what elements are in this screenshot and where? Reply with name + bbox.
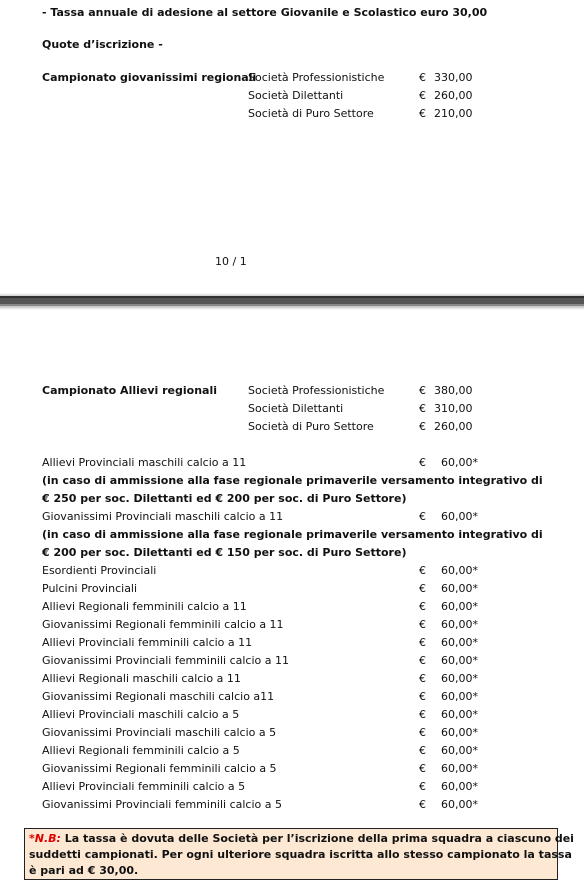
currency-symbol: € [419,89,426,102]
currency-symbol: € [419,456,426,469]
amount-value: 210,00 [434,107,473,120]
fee-label: Allievi Provinciali femminili calcio a 5 [42,780,246,793]
currency-symbol: € [419,582,426,595]
fee-row [0,706,584,724]
membership-fee-line: - Tassa annuale di adesione al settore Giovanile e Scolastico euro 30,00 [42,6,488,19]
currency-symbol: € [419,510,426,523]
fee-amount: 60,00* [441,780,478,793]
nb-note-box [24,828,574,880]
fee-amount: 60,00* [441,726,478,739]
currency-symbol: € [419,107,426,120]
fee-amount: 60,00* [441,618,478,631]
currency-symbol: € [419,600,426,613]
category-row [0,400,584,418]
amount-value: 380,00 [434,384,473,397]
currency-symbol: € [419,780,426,793]
category-label: Società Dilettanti [248,89,344,102]
fee-label: Giovanissimi Regionali maschili calcio a11 [42,690,275,703]
amount-value: 260,00 [434,420,473,433]
currency-symbol: € [419,690,426,703]
fee-amount: 60,00* [441,510,478,523]
category-label: Società Dilettanti [248,402,344,415]
fee-row [0,598,584,616]
fee-amount: 60,00* [441,636,478,649]
fee-label: Pulcini Provinciali [42,582,138,595]
fee-amount: 60,00* [441,600,478,613]
category-row [0,382,584,400]
fee-amount: 60,00* [441,564,478,577]
currency-symbol: € [419,618,426,631]
currency-symbol: € [419,798,426,811]
category-label: Società di Puro Settore [248,420,374,433]
currency-symbol: € [419,654,426,667]
fee-row [0,760,584,778]
fee-row [0,778,584,796]
fee-row [0,742,584,760]
category-row [0,69,584,87]
category-label: Società di Puro Settore [248,107,374,120]
currency-symbol: € [419,762,426,775]
nb-line-2: suddetti campionati. Per ogni ulteriore squadra iscritta allo stesso campionato la tassa [29,848,572,861]
giovanissimi-title: Campionato giovanissimi regionali [42,71,257,84]
fee-amount: 60,00* [441,582,478,595]
fee-label: Allievi Provinciali femminili calcio a 11 [42,636,253,649]
fee-amount: 60,00* [441,798,478,811]
amount-value: 330,00 [434,71,473,84]
currency-symbol: € [419,384,426,397]
currency-symbol: € [419,564,426,577]
fee-condition-note: € 250 per soc. Dilettanti ed € 200 per soc. di Puro Settore) [42,492,407,505]
nb-line-1: *N.B: La tassa è dovuta delle Società per l’iscrizione della prima squadra a ciascuno dei [29,832,574,845]
fee-row [0,634,584,652]
fee-row [0,580,584,598]
fee-row [0,616,584,634]
fee-label: Giovanissimi Provinciali femminili calcio a 5 [42,798,282,811]
currency-symbol: € [419,420,426,433]
fee-label: Giovanissimi Regionali femminili calcio a 11 [42,618,284,631]
fee-row [0,796,584,814]
fee-label: Allievi Regionali maschili calcio a 11 [42,672,241,685]
nb-line-3: è pari ad € 30,00. [29,864,139,877]
fee-row [0,652,584,670]
fee-amount: 60,00* [441,708,478,721]
category-label: Società Professionistiche [248,384,385,397]
fee-row [0,454,584,472]
currency-symbol: € [419,744,426,757]
fee-amount: 60,00* [441,690,478,703]
fee-label: Giovanissimi Provinciali femminili calcio a 11 [42,654,289,667]
currency-symbol: € [419,726,426,739]
page-number: 10 / 1 [215,255,247,268]
nb-prefix: *N.B: [29,832,61,845]
fee-label: Allievi Regionali femminili calcio a 11 [42,600,247,613]
fee-amount: 60,00* [441,744,478,757]
fee-label: Esordienti Provinciali [42,564,157,577]
fee-row [0,670,584,688]
fee-label: Allievi Provinciali maschili calcio a 11 [42,456,247,469]
currency-symbol: € [419,708,426,721]
fee-label: Giovanissimi Provinciali maschili calcio a 11 [42,510,284,523]
fee-amount: 60,00* [441,762,478,775]
currency-symbol: € [419,672,426,685]
category-row [0,105,584,123]
fee-amount: 60,00* [441,672,478,685]
category-row [0,87,584,105]
fee-row [0,724,584,742]
quote-heading: Quote d’iscrizione - [42,38,163,51]
fee-amount: 60,00* [441,654,478,667]
fee-row [0,688,584,706]
fee-row [0,508,584,526]
fee-condition-note: (in caso di ammissione alla fase regionale primaverile versamento integrativo di [42,528,543,541]
amount-value: 310,00 [434,402,473,415]
category-label: Società Professionistiche [248,71,385,84]
currency-symbol: € [419,71,426,84]
allievi-title: Campionato Allievi regionali [42,384,217,397]
fee-amount: 60,00* [441,456,478,469]
fee-label: Giovanissimi Regionali femminili calcio a 5 [42,762,277,775]
page-separator-shadow-bottom [0,306,584,310]
fee-condition-note: € 200 per soc. Dilettanti ed € 150 per soc. di Puro Settore) [42,546,407,559]
page-separator [0,296,584,306]
currency-symbol: € [419,636,426,649]
amount-value: 260,00 [434,89,473,102]
fee-row [0,562,584,580]
fee-label: Allievi Regionali femminili calcio a 5 [42,744,240,757]
fee-condition-note: (in caso di ammissione alla fase regionale primaverile versamento integrativo di [42,474,543,487]
currency-symbol: € [419,402,426,415]
fee-label: Giovanissimi Provinciali maschili calcio a 5 [42,726,277,739]
category-row [0,418,584,436]
fee-label: Allievi Provinciali maschili calcio a 5 [42,708,240,721]
